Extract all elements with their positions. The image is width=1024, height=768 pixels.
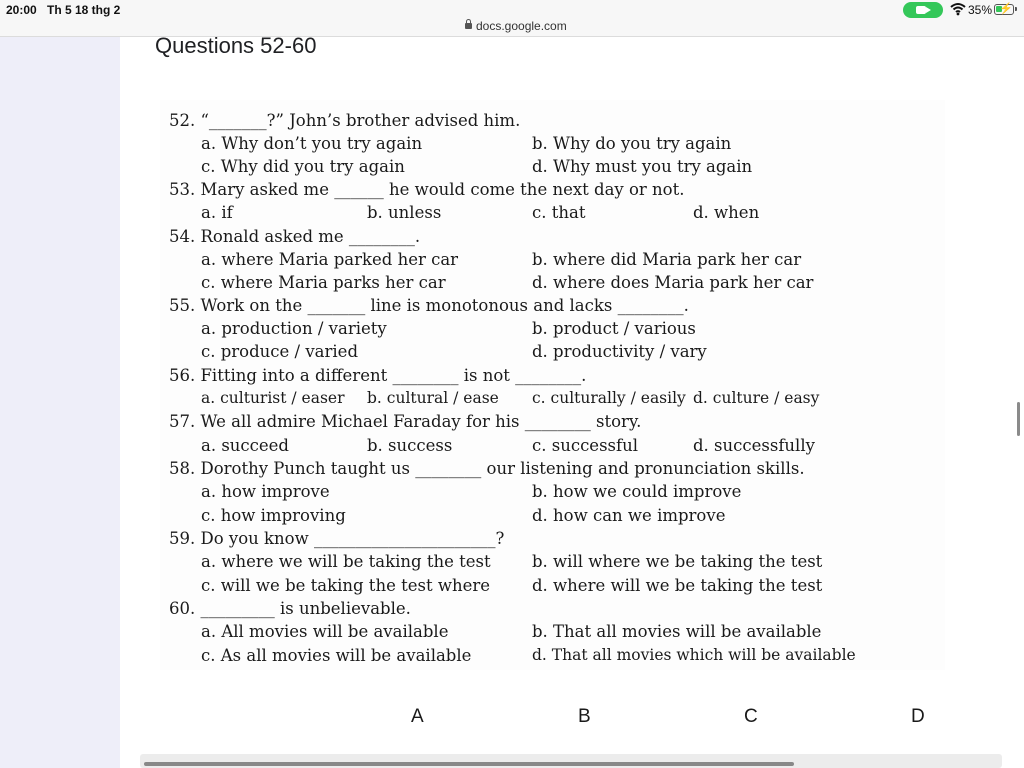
answer-choice-a: A xyxy=(411,706,424,727)
question-option: a. culturist / easer xyxy=(201,389,345,407)
answer-choice-c: C xyxy=(744,706,758,727)
question-option: d. That all movies which will be available xyxy=(532,646,856,664)
question-prompt: 52. “_______?” John’s brother advised him. xyxy=(169,111,521,130)
question-option: c. successful xyxy=(532,436,639,455)
question-prompt: 56. Fitting into a different ________ is not ________. xyxy=(169,366,587,385)
answer-choice-d: D xyxy=(911,706,925,727)
question-option: d. successfully xyxy=(693,436,815,455)
page-side-margin xyxy=(0,37,120,768)
question-option: d. culture / easy xyxy=(693,389,820,407)
status-date: Th 5 18 thg 2 xyxy=(47,3,121,17)
battery-charging-icon: ⚡ xyxy=(994,4,1014,15)
question-option: c. culturally / easily xyxy=(532,389,686,407)
question-prompt: 58. Dorothy Punch taught us ________ our listening and pronunciation skills. xyxy=(169,459,805,478)
horizontal-scrollbar-thumb[interactable] xyxy=(144,762,794,766)
camera-in-use-icon[interactable] xyxy=(903,2,943,18)
battery-percent: 35% xyxy=(968,3,993,17)
question-option: a. Why don’t you try again xyxy=(201,134,423,153)
question-option: d. how can we improve xyxy=(532,506,726,525)
question-option: a. where we will be taking the test xyxy=(201,552,491,571)
question-prompt: 60. _________ is unbelievable. xyxy=(169,599,411,618)
question-prompt: 59. Do you know ______________________? xyxy=(169,529,505,548)
question-option: d. productivity / vary xyxy=(532,342,707,361)
question-option: d. Why must you try again xyxy=(532,157,753,176)
question-prompt: 54. Ronald asked me ________. xyxy=(169,227,421,246)
question-option: a. succeed xyxy=(201,436,289,455)
address-bar[interactable] xyxy=(0,18,1024,37)
question-option: b. where did Maria park her car xyxy=(532,250,802,269)
question-option: a. All movies will be available xyxy=(201,622,449,641)
vertical-scrollbar[interactable] xyxy=(1017,402,1020,436)
answer-choice-b: B xyxy=(578,706,591,727)
question-option: b. how we could improve xyxy=(532,482,742,501)
question-option: c. Why did you try again xyxy=(201,157,405,176)
url-text[interactable]: docs.google.com xyxy=(476,19,567,33)
status-time: 20:00 xyxy=(6,3,37,17)
question-prompt: 55. Work on the _______ line is monotonous and lacks ________. xyxy=(169,296,689,315)
question-option: c. produce / varied xyxy=(201,342,359,361)
question-option: b. unless xyxy=(367,203,442,222)
question-option: b. success xyxy=(367,436,453,455)
question-option: a. where Maria parked her car xyxy=(201,250,459,269)
question-option: b. product / various xyxy=(532,319,696,338)
question-option: a. how improve xyxy=(201,482,330,501)
question-prompt: 53. Mary asked me ______ he would come the next day or not. xyxy=(169,180,685,199)
question-option: d. where will we be taking the test xyxy=(532,576,823,595)
lock-icon xyxy=(465,23,472,29)
question-option: a. production / variety xyxy=(201,319,387,338)
question-prompt: 57. We all admire Michael Faraday for his ________ story. xyxy=(169,412,642,431)
question-option: c. how improving xyxy=(201,506,346,525)
wifi-icon xyxy=(950,2,966,16)
question-option: d. when xyxy=(693,203,760,222)
question-option: b. Why do you try again xyxy=(532,134,732,153)
question-option: b. will where we be taking the test xyxy=(532,552,823,571)
document-heading: Questions 52-60 xyxy=(155,33,317,58)
question-option: c. where Maria parks her car xyxy=(201,273,446,292)
question-option: b. That all movies will be available xyxy=(532,622,822,641)
question-option: c. that xyxy=(532,203,586,222)
question-option: c. will we be taking the test where xyxy=(201,576,490,595)
question-option: b. cultural / ease xyxy=(367,389,499,407)
question-option: c. As all movies will be available xyxy=(201,646,472,665)
question-option: a. if xyxy=(201,203,233,222)
question-option: d. where does Maria park her car xyxy=(532,273,814,292)
status-bar xyxy=(0,0,1024,20)
